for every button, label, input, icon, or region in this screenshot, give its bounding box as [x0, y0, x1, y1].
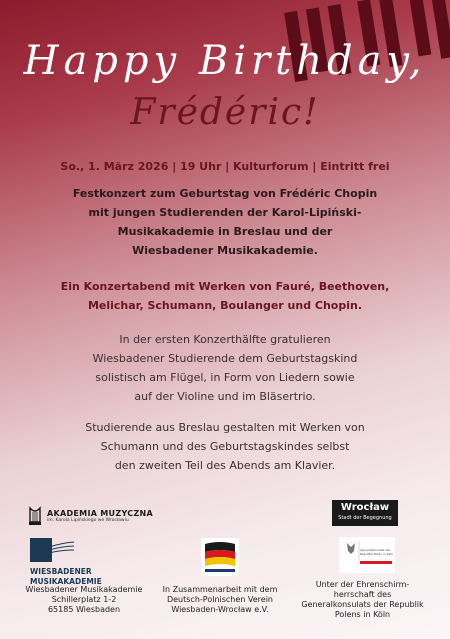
intro-paragraph [30, 184, 420, 260]
part-one-line: solistisch am Flügel, in Form von Liedern sowie [95, 371, 355, 384]
wave-lines-icon [30, 538, 74, 562]
caption-line: Unter der Ehrenschirm- [315, 580, 410, 589]
caption-line: 65185 Wiesbaden [47, 605, 121, 614]
verein-caption [150, 585, 290, 615]
caption-line: Wiesbaden-Wrocław e.V. [171, 605, 269, 614]
program-line: Ein Konzertabend mit Werken von Fauré, Beethoven, [60, 280, 390, 293]
wroclaw-name: Wrocław [340, 502, 390, 513]
program-paragraph [30, 277, 420, 315]
caption-line: Polens in Köln [334, 610, 391, 619]
part-two-line: den zweiten Teil des Abends am Klavier. [114, 459, 336, 472]
wiesbadener-logo [30, 538, 102, 586]
intro-line: Musikakademie in Breslau und der [117, 225, 333, 238]
intro-line: mit jungen Studierenden der Karol-Lipiński- [88, 206, 362, 219]
konsulat-sub: Generalkonsulat der Republik Polen in Köln [360, 548, 394, 556]
wiesbadener-address [14, 585, 154, 615]
intro-line: Wiesbadener Musikakademie. [132, 244, 318, 257]
part-two-line: Schumann und des Geburtstagskindes selbst [100, 440, 350, 453]
part-one-line: Wiesbadener Studierende dem Geburtstagskind [92, 352, 358, 365]
part-one-line: In der ersten Konzerthälfte gratulieren [119, 333, 331, 346]
part-two-line: Studierende aus Breslau gestalten mit Werken von [85, 421, 365, 434]
flag-emblem-icon [201, 538, 239, 576]
caption-line: Wiesbadener Musikakademie [25, 585, 143, 594]
verein-logo [201, 538, 239, 576]
wiesbadener-name-1: WIESBADENER [30, 567, 92, 576]
part-one-line: auf der Violine und im Bläsertrio. [134, 390, 316, 403]
akademia-logo [28, 506, 153, 526]
wroclaw-sub: Stadt der Begegnung [338, 515, 392, 521]
intro-line: Festkonzert zum Geburtstag von Frédéric Chopin [72, 187, 378, 200]
caption-line: Schillerplatz 1-2 [51, 595, 117, 604]
wroclaw-logo [332, 500, 398, 526]
part-one-paragraph [30, 330, 420, 406]
akademia-name: AKADEMIA MUZYCZNA [47, 509, 154, 518]
caption-line: Generalkonsulats der Republik [301, 600, 424, 609]
caption-line: In Zusammenarbeit mit dem [162, 585, 278, 594]
konsulat-caption [290, 580, 435, 620]
caption-line: herrschaft des [333, 590, 392, 599]
title-line-2: Frédéric! [130, 92, 320, 133]
event-info: So., 1. März 2026 | 19 Uhr | Kulturforum | Eintritt frei [60, 160, 390, 173]
title-line-1: Happy Birthday, [23, 38, 427, 84]
wiesbadener-name-2: MUSIKAKADEMIE [30, 577, 102, 586]
konsulat-logo [339, 537, 395, 573]
akademia-sub: im. Karola Lipińskiego we Wrocławiu [47, 518, 129, 523]
part-two-paragraph [30, 418, 420, 475]
caption-line: Deutsch-Polnischen Verein [166, 595, 274, 604]
program-line: Melichar, Schumann, Boulanger und Chopin. [87, 299, 363, 312]
lyre-icon [28, 506, 42, 526]
